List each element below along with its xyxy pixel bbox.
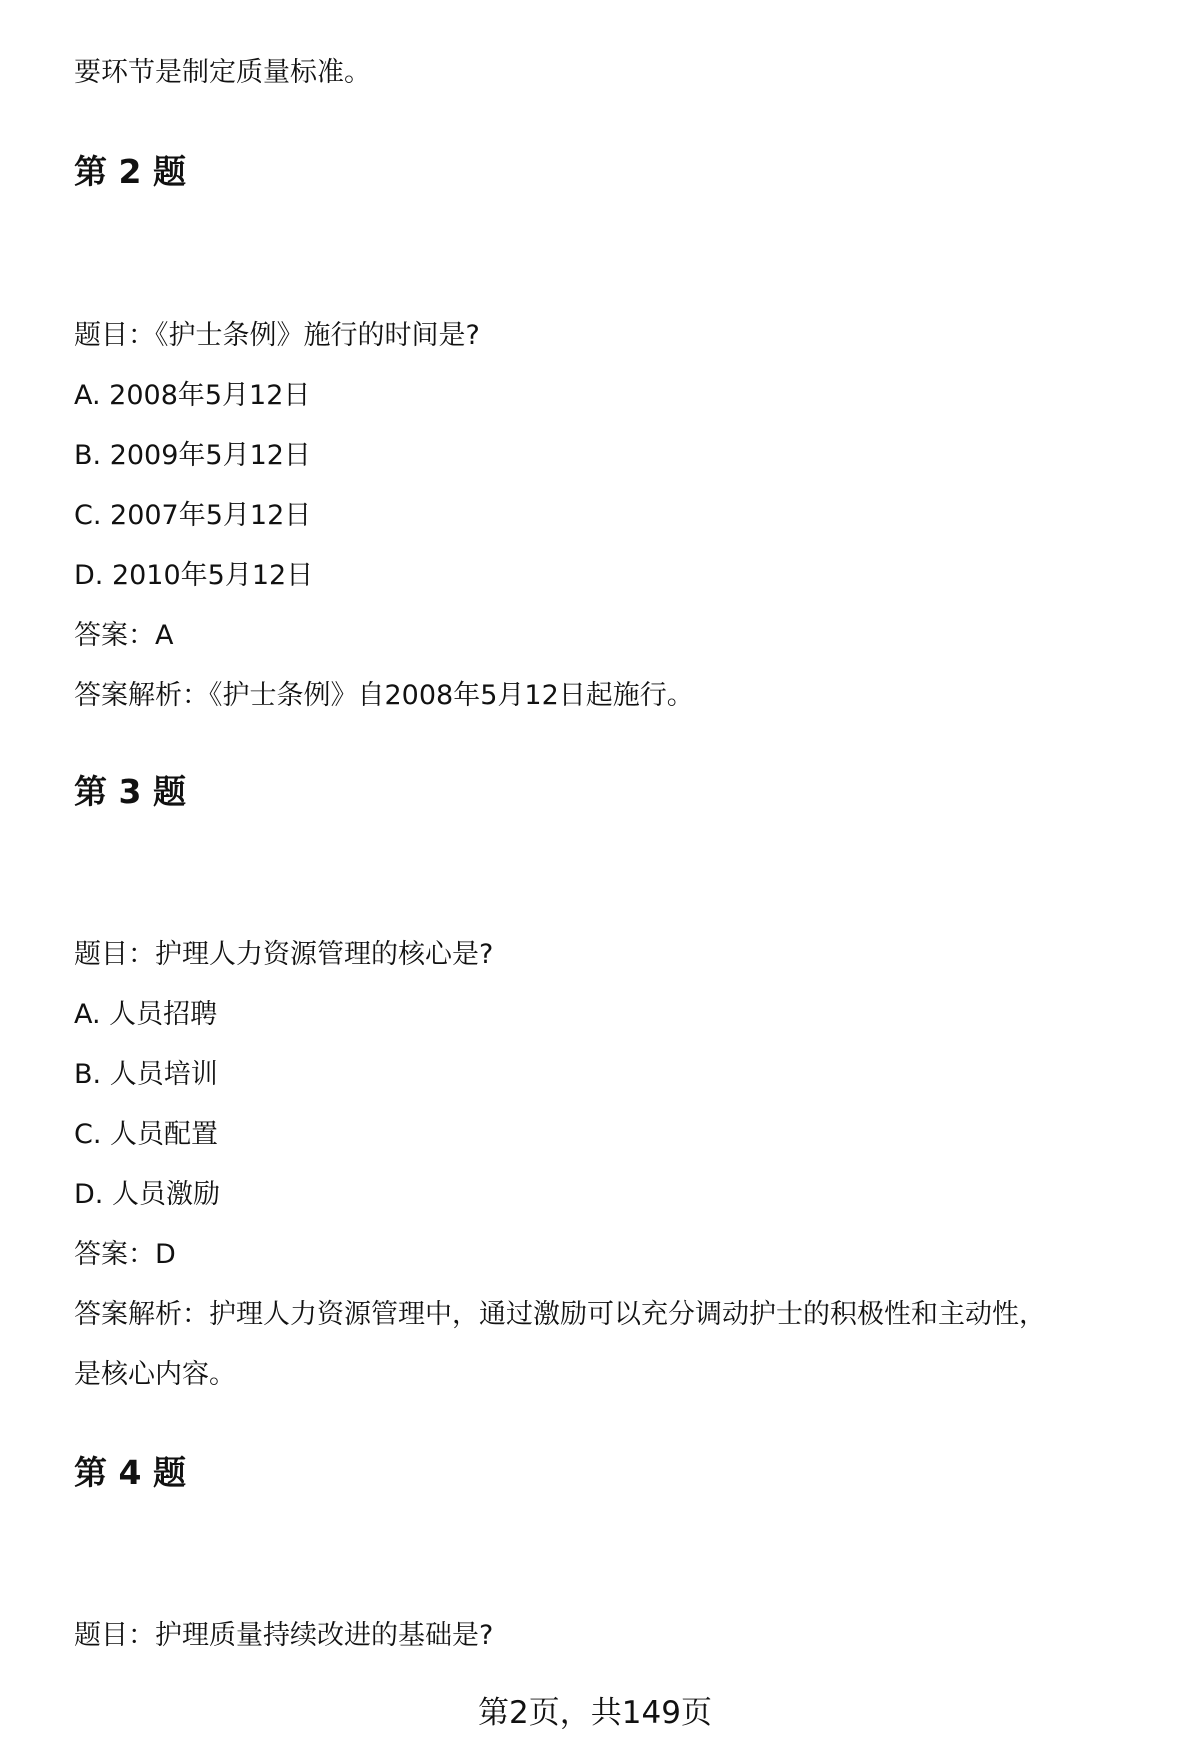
question-2-text: 题目：《护士条例》施行的时间是? (74, 320, 480, 351)
continuation-text: 要环节是制定质量标准。 (74, 57, 371, 88)
page-number-footer: 第2页，共149页 (478, 1695, 712, 1731)
question-3-explanation-line-2: 是核心内容。 (74, 1359, 236, 1390)
question-2-answer: 答案：A (74, 620, 174, 651)
question-2-option-b: B. 2009年5月12日 (74, 440, 311, 471)
question-2-heading: 第 2 题 (74, 152, 186, 191)
question-3-option-a: A. 人员招聘 (74, 999, 218, 1030)
question-4-text: 题目：护理质量持续改进的基础是? (74, 1620, 494, 1651)
question-3-text: 题目：护理人力资源管理的核心是? (74, 939, 494, 970)
question-2-option-d: D. 2010年5月12日 (74, 560, 314, 591)
question-3-answer: 答案：D (74, 1239, 176, 1270)
question-3-option-b: B. 人员培训 (74, 1059, 218, 1090)
question-3-option-d: D. 人员激励 (74, 1179, 220, 1210)
question-2-option-c: C. 2007年5月12日 (74, 500, 312, 531)
question-3-explanation-line-1: 答案解析：护理人力资源管理中，通过激励可以充分调动护士的积极性和主动性， (74, 1299, 1046, 1330)
question-3-heading: 第 3 题 (74, 772, 186, 811)
question-4-heading: 第 4 题 (74, 1453, 186, 1492)
question-3-option-c: C. 人员配置 (74, 1119, 219, 1150)
question-2-option-a: A. 2008年5月12日 (74, 380, 311, 411)
question-2-explanation: 答案解析：《护士条例》自2008年5月12日起施行。 (74, 680, 694, 711)
